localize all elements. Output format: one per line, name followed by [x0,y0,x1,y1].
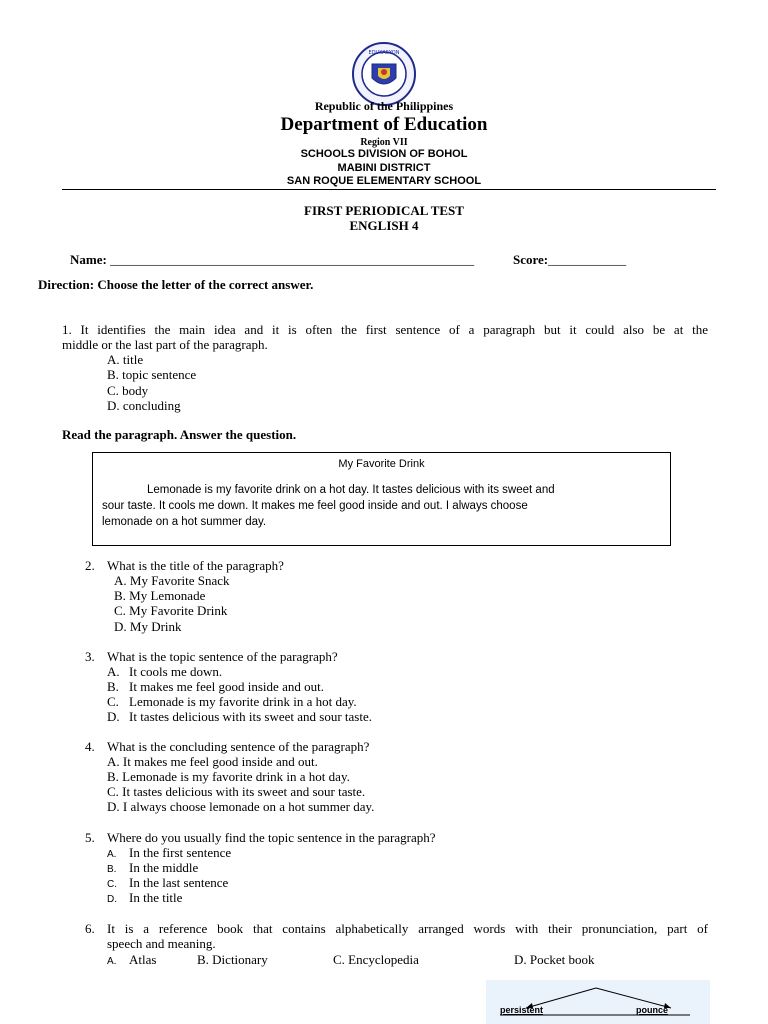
diagram-lines [486,980,710,1024]
q6-number: 6. [85,921,95,936]
paragraph-line3: lemonade on a hot summer day. [102,516,267,528]
name-line: ________________________________________________________ [110,252,475,267]
q6-line2: speech and meaning. [107,936,216,951]
word-diagram [486,980,710,1024]
region-text: Region VII [360,137,408,148]
paragraph-box [92,452,671,546]
q4-option-d[interactable]: D. I always choose lemonade on a hot summer day. [107,799,375,814]
q4-number: 4. [85,739,95,754]
paragraph-title: My Favorite Drink [338,458,425,470]
q3-option-a-text: It cools me down. [129,664,223,679]
q5-number: 5. [85,830,95,845]
q3-text: What is the topic sentence of the paragraph? [107,649,338,664]
q5-text: Where do you usually find the topic sentence in the paragraph? [107,830,436,845]
q1-line2: middle or the last part of the paragraph. [62,337,268,352]
q4-text: What is the concluding sentence of the paragraph? [107,739,370,754]
name-label: Name: [70,252,111,267]
q6-option-c[interactable]: C. Encyclopedia [333,952,419,967]
q4-option-a[interactable]: A. It makes me feel good inside and out. [107,754,318,769]
q5-option-b-text: In the middle [129,860,199,875]
q3-option-b[interactable] [107,679,324,694]
q1-option-d[interactable]: D. concluding [107,398,181,413]
q5-letter-a: A. [107,849,117,860]
q2-number: 2. [85,558,95,573]
q3-option-d-text: It tastes delicious with its sweet and sour taste. [129,709,372,724]
q1-option-c[interactable]: C. body [107,383,149,398]
test-subject: ENGLISH 4 [349,218,419,233]
header-divider [62,189,716,190]
school-text: SAN ROQUE ELEMENTARY SCHOOL [286,175,482,187]
q5-letter-b: B. [107,864,117,875]
q1-option-b[interactable]: B. topic sentence [107,367,197,382]
q2-option-a[interactable]: A. My Favorite Snack [114,573,230,588]
q6-option-b[interactable]: B. Dictionary [197,952,268,967]
q5-letter-c: C. [107,879,117,890]
q3-letter-d: D. [107,709,120,724]
q3-letter-a: A. [107,664,120,679]
q3-option-b-text: It makes me feel good inside and out. [129,679,324,694]
q3-option-c[interactable] [107,694,357,709]
district-text: MABINI DISTRICT [337,162,431,174]
q5-option-c-text: In the last sentence [129,875,229,890]
svg-text:EDUKASYON: EDUKASYON [368,50,400,56]
q3-option-a[interactable] [107,664,222,679]
q6-line1: It is a reference book that contains alphabetically arranged words with their pronunciation, part of [107,921,708,936]
department-title: Department of Education [280,114,488,135]
q6-letter-a: A. [107,956,117,967]
q5-option-d-text: In the title [129,890,183,905]
q1-line1: 1. It identifies the main idea and it is often the first sentence of a paragraph but it could also be at the [62,322,708,337]
q2-option-d[interactable]: D. My Drink [114,619,182,634]
q5-letter-d: D. [107,894,117,905]
score-line: ____________ [548,252,627,267]
q2-option-c[interactable]: C. My Favorite Drink [114,603,228,618]
q6-option-a-text: Atlas [129,952,157,967]
republic-text: Republic of the Philippines [314,99,454,113]
division-text: SCHOOLS DIVISION OF BOHOL [300,148,468,160]
name-field[interactable] [70,252,474,268]
paragraph-line2: sour taste. It cools me down. It makes me feel good inside and out. I always choose [102,500,528,512]
q2-text: What is the title of the paragraph? [107,558,284,573]
score-field[interactable] [513,252,626,268]
q4-option-b[interactable]: B. Lemonade is my favorite drink in a hot day. [107,769,350,784]
q6-option-a[interactable] [107,952,156,969]
q1-option-a[interactable]: A. title [107,352,144,367]
diagram-word-left: persistent [500,1005,544,1015]
reading-instruction: Read the paragraph. Answer the question. [62,427,297,442]
q3-letter-b: B. [107,679,119,694]
q2-option-b[interactable]: B. My Lemonade [114,588,206,603]
q3-letter-c: C. [107,694,119,709]
deped-seal [352,42,416,106]
q3-number: 3. [85,649,95,664]
diagram-word-right: pounce [636,1005,669,1015]
q5-option-a-text: In the first sentence [129,845,232,860]
q3-option-c-text: Lemonade is my favorite drink in a hot day. [129,694,357,709]
score-label: Score: [513,252,549,267]
q3-option-d[interactable] [107,709,372,724]
q5-option-d[interactable] [107,890,182,907]
direction-text: Direction: Choose the letter of the correct answer. [38,277,314,292]
paragraph-line1: Lemonade is my favorite drink on a hot day. It tastes delicious with its sweet and [147,484,555,496]
q6-option-d[interactable]: D. Pocket book [514,952,595,967]
q4-option-c[interactable]: C. It tastes delicious with its sweet and sour taste. [107,784,366,799]
test-title: FIRST PERIODICAL TEST [304,203,464,218]
